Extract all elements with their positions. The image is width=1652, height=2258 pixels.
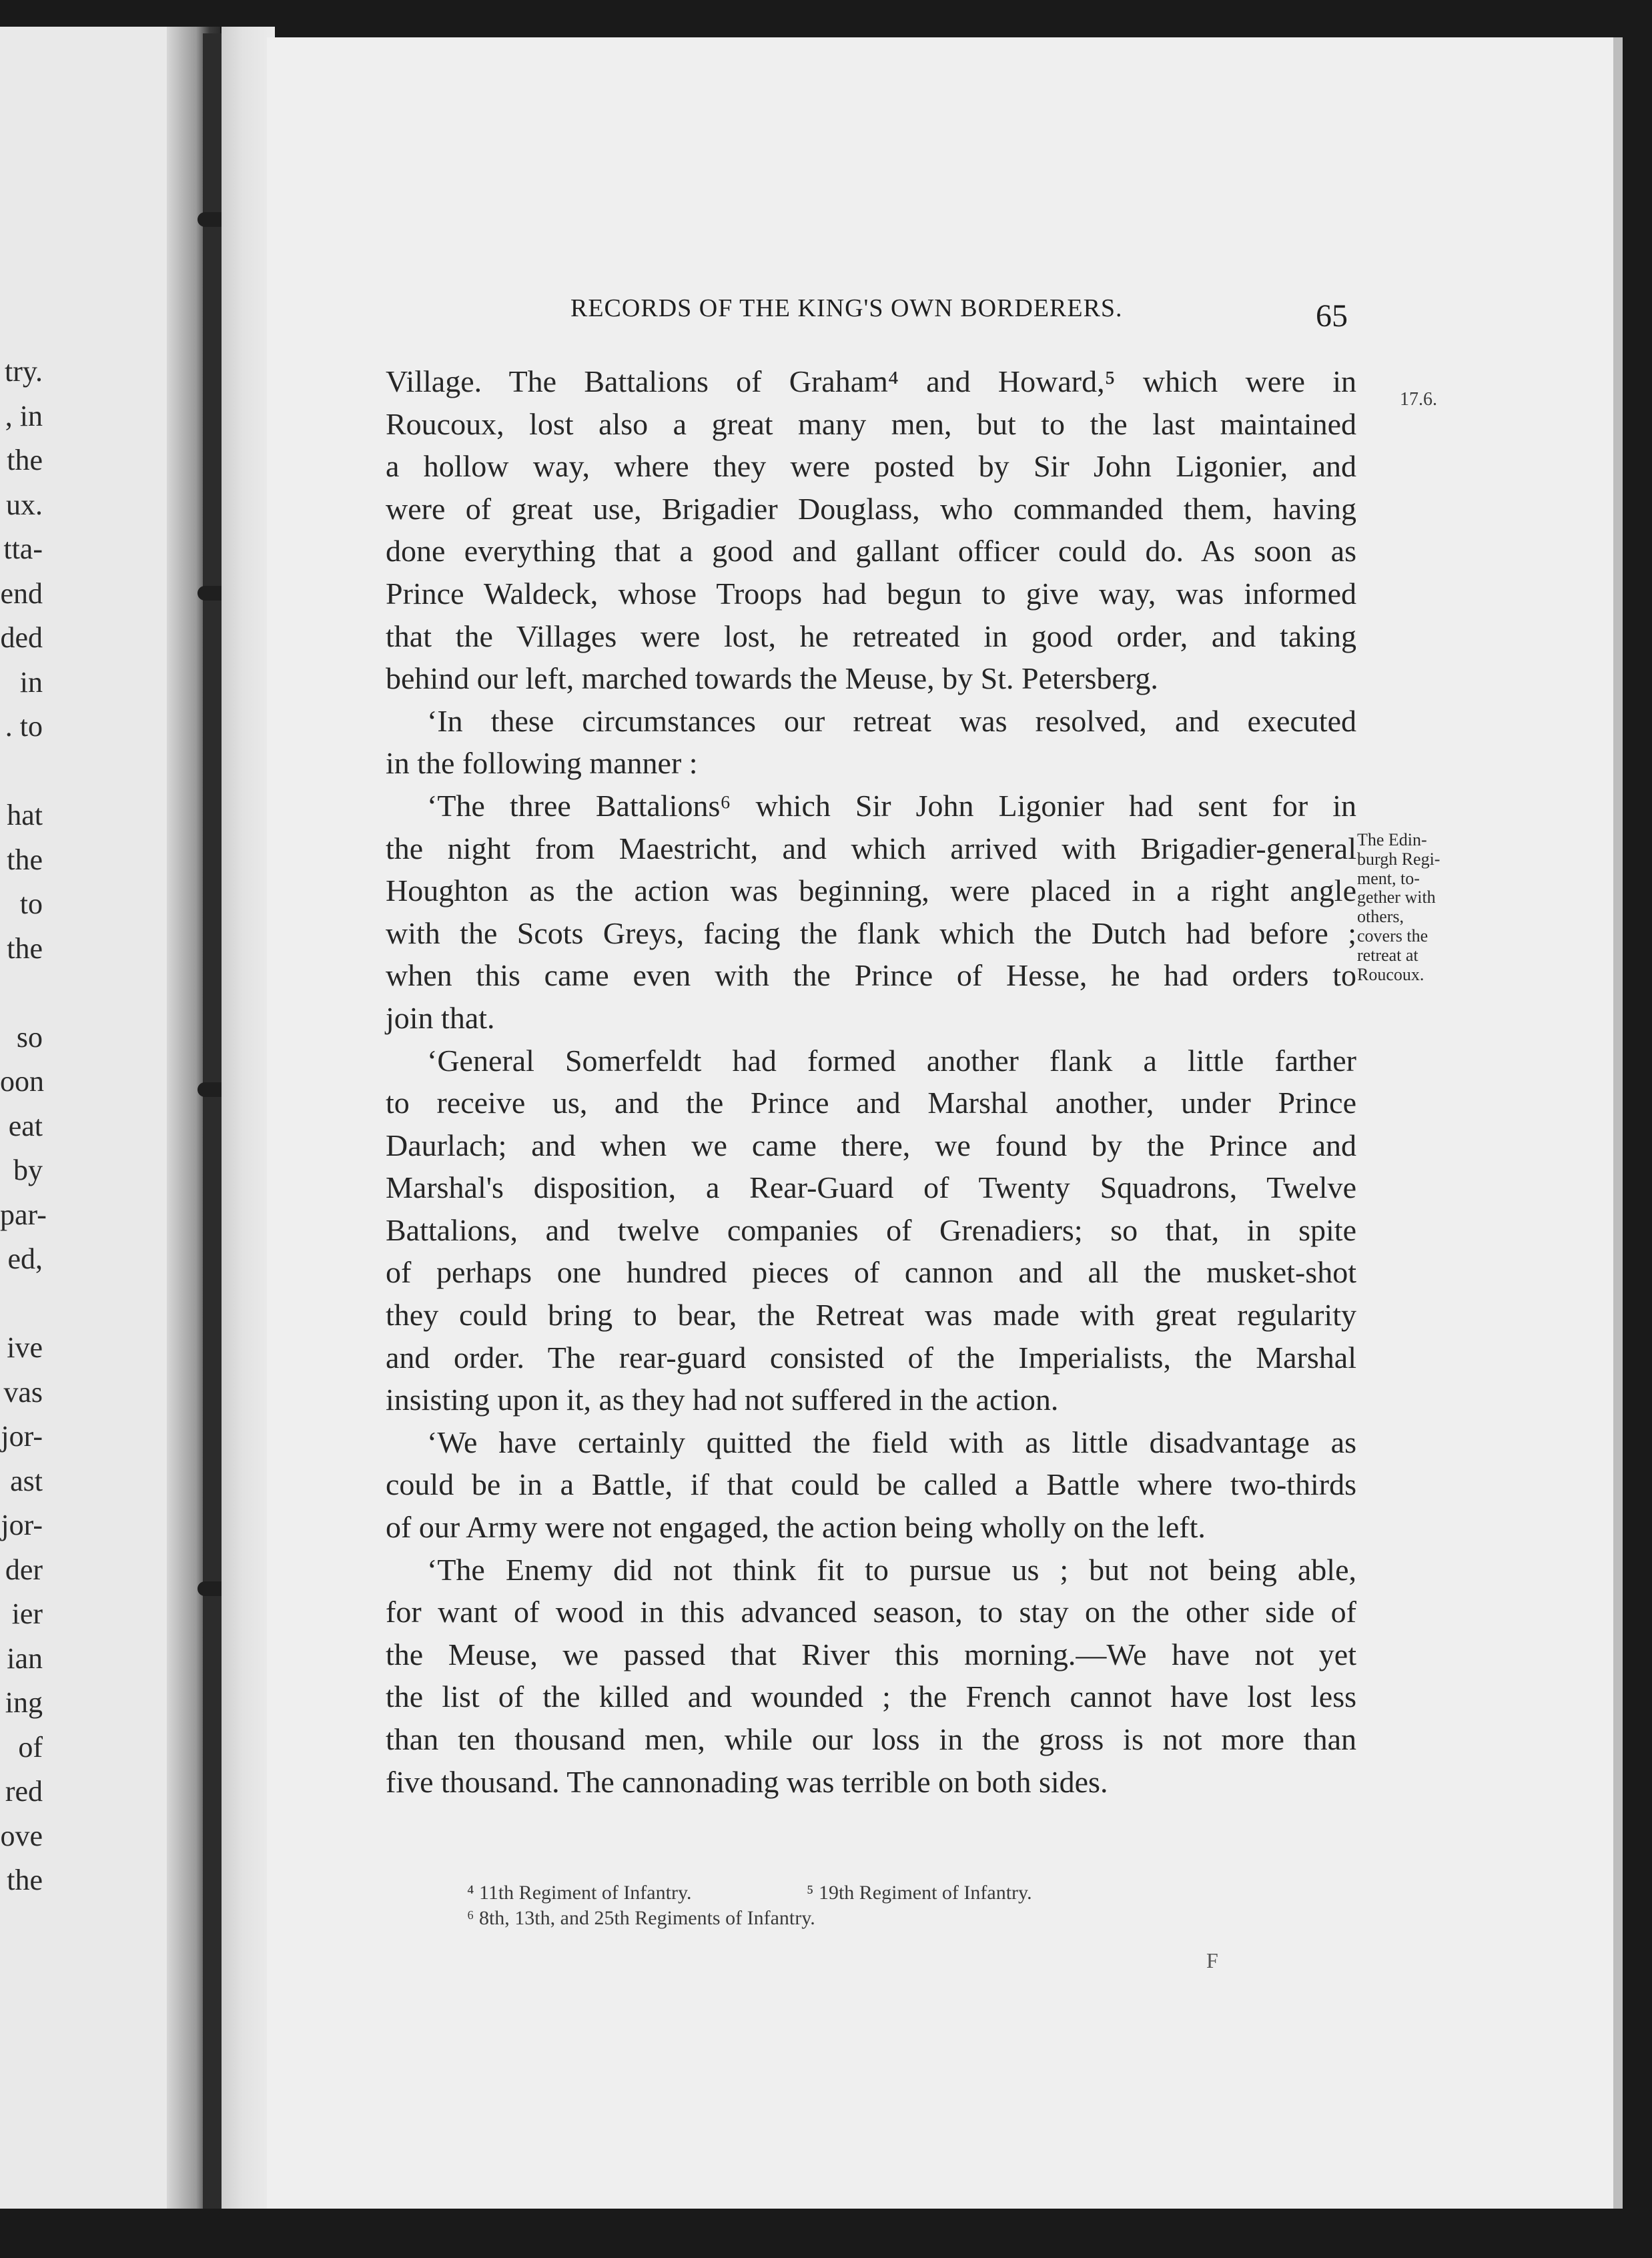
text-line: Houghton as the action was beginning, were placed in a right angle bbox=[386, 873, 1356, 908]
text-line: that the Villages were lost, he retreated in good order, and taking bbox=[386, 619, 1356, 653]
left-page-line-fragment: in bbox=[19, 665, 43, 699]
left-page-line-fragment: ove bbox=[0, 1819, 43, 1852]
text-line: Roucoux, lost also a great many men, but to the last maintained bbox=[386, 406, 1356, 441]
text-line: ‘We have certainly quitted the field with as little disadvantage as bbox=[427, 1425, 1356, 1459]
left-page-line-fragment: the bbox=[7, 444, 43, 476]
text-line: insisting upon it, as they had not suffered in the action. bbox=[386, 1383, 1059, 1417]
margin-note-line: The Edin- bbox=[1357, 830, 1427, 849]
text-line: ‘The Enemy did not think fit to pursue us ; but not being able, bbox=[427, 1552, 1356, 1587]
margin-note-line: ment, to- bbox=[1357, 868, 1420, 888]
text-line: five thousand. The cannonading was terrible on both sides. bbox=[386, 1764, 1108, 1799]
text-line: they could bring to bear, the Retreat was made with great regularity bbox=[386, 1298, 1356, 1333]
text-line: done everything that a good and gallant officer could do. As soon as bbox=[386, 534, 1356, 569]
text-line: Prince Waldeck, whose Troops had begun to give way, was informed bbox=[386, 576, 1356, 611]
margin-note-line: burgh Regi- bbox=[1357, 849, 1440, 869]
text-line: Battalions, and twelve companies of Grenadiers; so that, in spite bbox=[386, 1212, 1356, 1247]
left-page-line-fragment: the bbox=[7, 843, 43, 876]
margin-note-line: covers the bbox=[1357, 925, 1428, 946]
page-number: 65 bbox=[1316, 298, 1348, 334]
text-line: Village. The Battalions of Graham⁴ and Howard,⁵ which were in bbox=[386, 364, 1356, 398]
left-page-line-fragment: ux. bbox=[6, 488, 43, 521]
left-page-line-fragment: so bbox=[16, 1020, 43, 1054]
body-text bbox=[386, 360, 1356, 1803]
text-line: ‘In these circumstances our retreat was resolved, and executed bbox=[427, 703, 1356, 738]
left-page-line-fragment: to bbox=[19, 887, 43, 920]
left-page-line-fragment: ast bbox=[10, 1464, 43, 1497]
left-page-line-fragment: of bbox=[18, 1730, 43, 1764]
left-page-line-fragment: ed, bbox=[7, 1242, 43, 1275]
left-page-line-fragment: ing bbox=[5, 1686, 43, 1719]
text-line: a hollow way, where they were posted by Sir John Ligonier, and bbox=[386, 449, 1356, 484]
text-line: with the Scots Greys, facing the flank which the Dutch had before ; bbox=[386, 915, 1356, 950]
text-line: behind our left, marched towards the Meuse, by St. Petersberg. bbox=[386, 661, 1158, 696]
text-line: of perhaps one hundred pieces of cannon and all the musket-shot bbox=[386, 1255, 1356, 1290]
book-binding bbox=[203, 33, 222, 2209]
left-page-line-fragment: jor- bbox=[1, 1420, 43, 1453]
text-line: the Meuse, we passed that River this morning.—We have not yet bbox=[386, 1637, 1356, 1671]
left-page-line-fragment: red bbox=[5, 1775, 43, 1808]
text-line: the night from Maestricht, and which arrived with Brigadier-general bbox=[386, 831, 1356, 865]
footnote-line: ⁴ 11th Regiment of Infantry. ⁵ 19th Regiment of Infantry. bbox=[467, 1882, 1032, 1904]
left-page-line-fragment: vas bbox=[3, 1375, 43, 1409]
text-line: of our Army were not engaged, the action being wholly on the left. bbox=[386, 1510, 1206, 1545]
left-page-line-fragment: ian bbox=[7, 1641, 43, 1675]
text-line: to receive us, and the Prince and Marshal another, under Prince bbox=[386, 1086, 1356, 1120]
text-line: for want of wood in this advanced season, to stay on the other side of bbox=[386, 1595, 1356, 1629]
footnote-line: ⁶ 8th, 13th, and 25th Regiments of Infantry. bbox=[467, 1907, 815, 1929]
left-page-line-fragment: hat bbox=[7, 799, 43, 831]
left-page-line-fragment: end bbox=[0, 577, 43, 610]
margin-note-line: others, bbox=[1357, 907, 1404, 927]
margin-note-line: gether with bbox=[1357, 887, 1436, 907]
left-page-line-fragment: tta- bbox=[3, 532, 43, 565]
left-page-line-fragment: the bbox=[7, 931, 43, 965]
margin-note-line: retreat at bbox=[1357, 945, 1418, 965]
running-head: RECORDS OF THE KING'S OWN BORDERERS. bbox=[570, 294, 1123, 322]
left-page-line-fragment: the bbox=[7, 1864, 43, 1896]
left-page-line-fragment: oon bbox=[0, 1065, 44, 1098]
text-line: the list of the killed and wounded ; the French cannot have lost less bbox=[386, 1679, 1356, 1714]
text-line: Marshal's disposition, a Rear-Guard of Twenty Squadrons, Twelve bbox=[386, 1170, 1356, 1205]
margin-note bbox=[1357, 831, 1491, 984]
text-line: in the following manner : bbox=[386, 746, 698, 781]
text-line: and order. The rear-guard consisted of the Imperialists, the Marshal bbox=[386, 1340, 1356, 1375]
left-page-line-fragment: par- bbox=[0, 1198, 47, 1231]
margin-note-line: Roucoux. bbox=[1357, 964, 1424, 984]
margin-year: 17.6. bbox=[1400, 389, 1437, 410]
left-page-line-fragment: ive bbox=[7, 1331, 43, 1364]
left-page-line-fragment: ded bbox=[0, 621, 43, 654]
left-page-line-fragment: by bbox=[13, 1154, 43, 1186]
text-line: Daurlach; and when we came there, we found by the Prince and bbox=[386, 1128, 1356, 1162]
left-page-line-fragment: ier bbox=[11, 1597, 43, 1630]
left-page-line-fragment: jor- bbox=[1, 1509, 43, 1541]
text-line: could be in a Battle, if that could be called a Battle where two-thirds bbox=[386, 1467, 1356, 1502]
text-line: ‘The three Battalions⁶ which Sir John Ligonier had sent for in bbox=[427, 788, 1356, 823]
text-line: join that. bbox=[386, 1000, 495, 1035]
left-page-line-fragment: try. bbox=[4, 355, 43, 388]
text-line: than ten thousand men, while our loss in the gross is not more than bbox=[386, 1722, 1356, 1756]
signature-mark: F bbox=[1206, 1948, 1218, 1972]
footnotes bbox=[467, 1880, 1268, 1931]
left-page-line-fragment: , in bbox=[5, 399, 43, 432]
left-page-line-fragment: der bbox=[5, 1553, 43, 1586]
left-page-line-fragment: . to bbox=[5, 710, 43, 743]
left-page-line-fragment: eat bbox=[8, 1109, 43, 1142]
text-line: were of great use, Brigadier Douglass, who commanded them, having bbox=[386, 491, 1356, 526]
text-line: when this came even with the Prince of Hesse, he had orders to bbox=[386, 958, 1356, 993]
text-line: ‘General Somerfeldt had formed another flank a little farther bbox=[427, 1043, 1356, 1078]
page-edge bbox=[1613, 37, 1623, 2209]
